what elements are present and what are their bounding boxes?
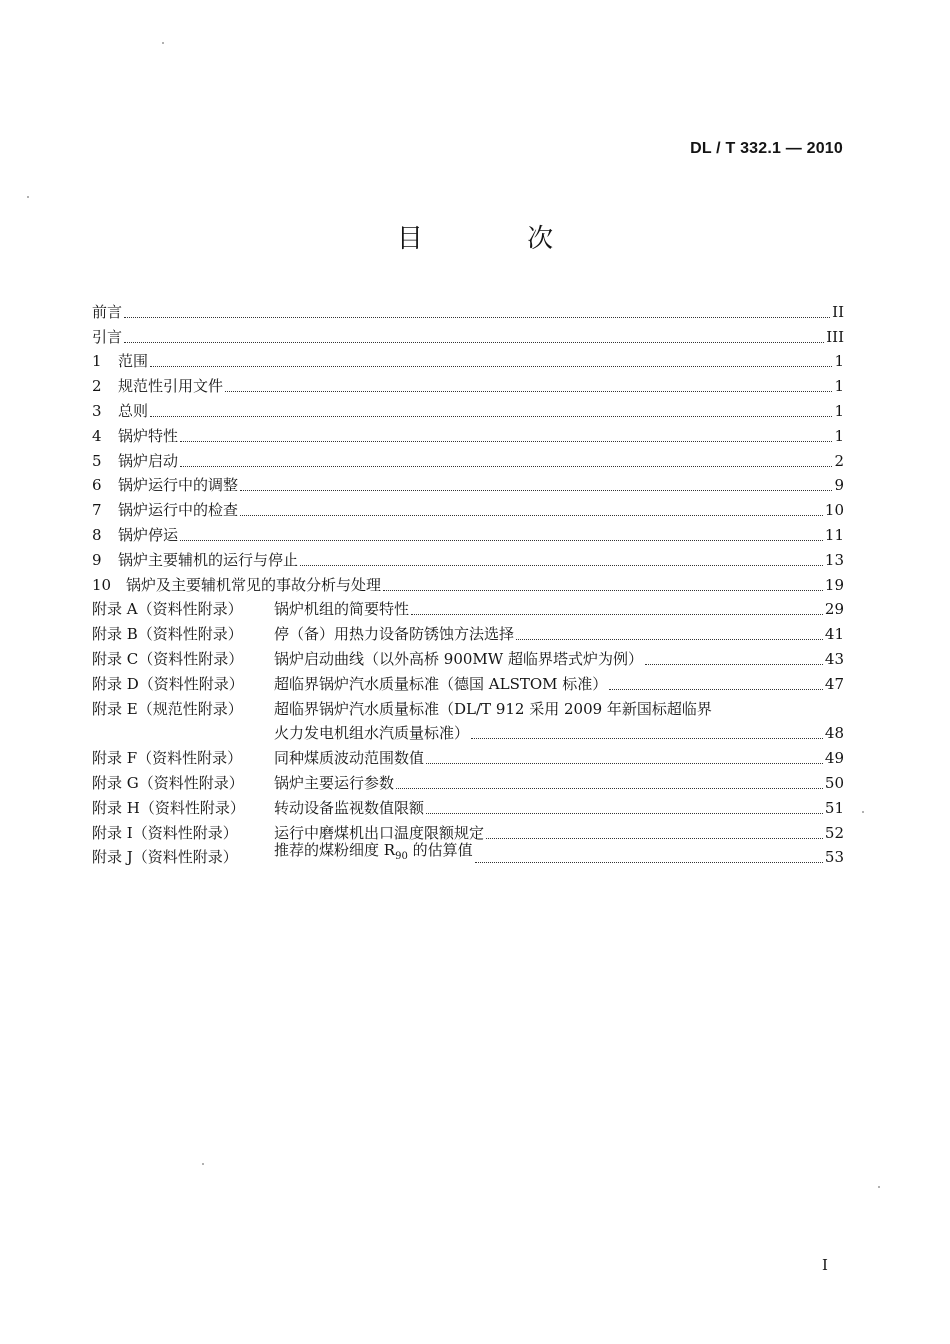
toc-entry-label: 前言 <box>92 302 123 321</box>
toc-entry-page: 49 <box>824 749 844 768</box>
toc-entry-number: 7 <box>92 501 102 520</box>
toc-leader-dots <box>180 440 832 442</box>
toc-entry-number: 6 <box>92 476 102 495</box>
toc-entry-number: 8 <box>92 525 102 544</box>
toc-leader-dots <box>124 341 824 343</box>
toc-entry-number: 1 <box>92 352 102 371</box>
toc-entry-page: 1 <box>834 377 844 396</box>
toc-entry-number: 附录 H（资料性附录） <box>92 798 245 817</box>
toc-entry-appendix-h[interactable] <box>92 794 844 819</box>
toc-entry-page: 1 <box>834 401 844 420</box>
toc-entry-appendix-b[interactable] <box>92 620 844 645</box>
toc-entry-label: 停（备）用热力设备防锈蚀方法选择 <box>274 625 515 644</box>
toc-leader-dots <box>383 589 823 591</box>
toc-entry-label: 锅炉特性 <box>118 426 179 445</box>
toc-entry-label: 超临界锅炉汽水质量标准（德国 ALSTOM 标准） <box>274 674 608 693</box>
toc-entry-page: 43 <box>824 649 844 668</box>
toc-leader-dots <box>180 539 823 541</box>
toc-entry-page: 11 <box>824 525 844 544</box>
toc-entry-number: 附录 E（规范性附录） <box>92 699 243 718</box>
toc-entry-label: 锅炉主要辅机的运行与停止 <box>118 550 299 569</box>
toc-entry-section-5[interactable] <box>92 447 844 472</box>
toc-entry-number: 10 <box>92 575 112 594</box>
toc-entry-number: 5 <box>92 451 102 470</box>
toc-leader-dots <box>240 514 823 516</box>
toc-entry-page: 29 <box>824 600 844 619</box>
toc-leader-dots <box>300 564 823 566</box>
toc-entry-page: 47 <box>824 674 844 693</box>
toc-entry-label: 锅炉及主要辅机常见的事故分析与处理 <box>126 575 382 594</box>
toc-entry-number: 附录 J（资料性附录） <box>92 848 238 867</box>
toc-entry-number: 附录 I（资料性附录） <box>92 823 238 842</box>
toc-entry-label-subscript: 90 <box>395 851 408 863</box>
scan-speck <box>878 1186 880 1188</box>
toc-leader-dots <box>396 787 823 789</box>
toc-entry-page: 1 <box>834 426 844 445</box>
toc-entry-page: 53 <box>824 848 844 867</box>
toc-leader-dots <box>486 837 823 839</box>
toc-entry-appendix-f[interactable] <box>92 744 844 769</box>
document-code: DL / T 332.1 — 2010 <box>690 140 843 157</box>
toc-entry-appendix-g[interactable] <box>92 769 844 794</box>
toc-leader-dots <box>150 415 832 417</box>
toc-entry-label: 锅炉运行中的检查 <box>118 501 239 520</box>
toc-entry-label: 总则 <box>118 401 149 420</box>
toc-leader-dots <box>609 688 823 690</box>
toc-entry-number: 附录 C（资料性附录） <box>92 649 244 668</box>
toc-entry-page: 10 <box>824 501 844 520</box>
toc-leader-dots <box>240 489 832 491</box>
toc-entry-section-2[interactable] <box>92 372 844 397</box>
toc-entry-label: 锅炉主要运行参数 <box>274 773 395 792</box>
toc-entry-label: 运行中磨煤机出口温度限额规定 <box>274 823 485 842</box>
toc-entry-label: 同种煤质波动范围数值 <box>274 749 425 768</box>
toc-entry-appendix-a[interactable] <box>92 596 844 621</box>
toc-entry-label: 转动设备监视数值限额 <box>274 798 425 817</box>
toc-entry-number: 附录 G（资料性附录） <box>92 773 244 792</box>
toc-entry-label: 引言 <box>92 327 123 346</box>
toc-entry-section-7[interactable] <box>92 496 844 521</box>
toc-entry-introduction[interactable] <box>92 323 844 348</box>
toc-entry-page: 1 <box>834 352 844 371</box>
toc-entry-number: 附录 A（资料性附录） <box>92 600 243 619</box>
toc-entry-label: 锅炉运行中的调整 <box>118 476 239 495</box>
toc-entry-page: III <box>826 327 844 346</box>
toc-leader-dots <box>426 812 823 814</box>
toc-entry-page: 52 <box>824 823 844 842</box>
toc-entry-label: 锅炉启动 <box>118 451 179 470</box>
scan-speck <box>27 196 29 198</box>
toc-entry-section-1[interactable] <box>92 348 844 373</box>
toc-entry-appendix-e-continued[interactable] <box>92 720 844 745</box>
toc-entry-section-3[interactable] <box>92 397 844 422</box>
scan-speck <box>202 1163 204 1165</box>
page-number: I <box>822 1256 828 1274</box>
toc-leader-dots <box>475 861 823 863</box>
toc-entry-page: 51 <box>824 798 844 817</box>
toc-entry-page: 50 <box>824 773 844 792</box>
toc-entry-page: 2 <box>834 451 844 470</box>
toc-entry-label: 规范性引用文件 <box>118 377 224 396</box>
toc-entry-number: 9 <box>92 550 102 569</box>
toc-entry-label: 锅炉停运 <box>118 525 179 544</box>
toc-entry-appendix-e[interactable] <box>92 695 844 720</box>
toc-leader-dots <box>124 316 830 318</box>
toc-entry-label: 锅炉机组的简要特性 <box>274 600 410 619</box>
toc-entry-section-9[interactable] <box>92 546 844 571</box>
toc-leader-dots <box>471 737 823 739</box>
toc-entry-section-8[interactable] <box>92 521 844 546</box>
toc-entry-number: 附录 F（资料性附录） <box>92 749 243 768</box>
toc-entry-number: 附录 B（资料性附录） <box>92 625 243 644</box>
toc-leader-dots <box>645 663 823 665</box>
toc-entry-label: 范围 <box>118 352 149 371</box>
toc-entry-page: 9 <box>834 476 844 495</box>
toc-leader-dots <box>411 613 823 615</box>
toc-leader-dots <box>516 638 823 640</box>
toc-entry-preface[interactable] <box>92 298 844 323</box>
toc-entry-label: 超临界锅炉汽水质量标准（DL/T 912 采用 2009 年新国标超临界 <box>274 699 712 718</box>
toc-entry-number: 附录 D（资料性附录） <box>92 674 244 693</box>
toc-entry-section-10[interactable] <box>92 571 844 596</box>
scan-speck <box>162 42 164 44</box>
toc-entry-page: 13 <box>824 550 844 569</box>
toc-entry-page: 41 <box>824 625 844 644</box>
toc-entry-label-continued: 火力发电机组水汽质量标准） <box>274 724 470 743</box>
toc-leader-dots <box>180 465 832 467</box>
toc-entry-section-6[interactable] <box>92 472 844 497</box>
toc-entry-appendix-d[interactable] <box>92 670 844 695</box>
toc-leader-dots <box>150 365 832 367</box>
table-of-contents <box>92 298 844 868</box>
toc-entry-number: 2 <box>92 377 102 396</box>
toc-entry-label <box>274 839 473 868</box>
toc-entry-appendix-j[interactable] <box>92 841 844 869</box>
toc-entry-section-4[interactable] <box>92 422 844 447</box>
toc-entry-label-main: 推荐的煤粉细度 R <box>274 841 396 860</box>
toc-entry-number: 4 <box>92 426 102 445</box>
toc-entry-appendix-c[interactable] <box>92 645 844 670</box>
toc-entry-page: 48 <box>824 724 844 743</box>
toc-leader-dots <box>426 762 823 764</box>
toc-entry-label-tail: 的估算值 <box>407 841 473 860</box>
toc-entry-page: 19 <box>824 575 844 594</box>
toc-entry-label: 锅炉启动曲线（以外高桥 900MW 超临界塔式炉为例） <box>274 649 643 668</box>
scan-speck <box>862 811 864 813</box>
toc-entry-page: II <box>832 302 844 321</box>
page-title: 目 次 <box>396 224 602 254</box>
toc-entry-number: 3 <box>92 401 102 420</box>
toc-leader-dots <box>225 390 832 392</box>
